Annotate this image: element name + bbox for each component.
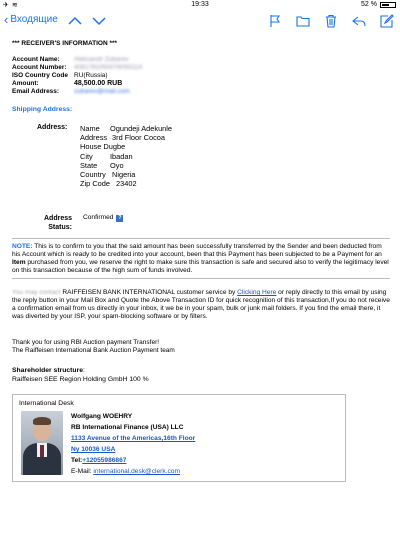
card-title: International Desk <box>19 400 74 407</box>
receiver-header: *** RECEIVER'S INFORMATION *** <box>12 40 118 47</box>
note-text: purchased from you, we reserve the right to make sure this transaction is safe and secured also to verify the legitimacy level on this transaction because of the high sum of funds involved. <box>12 259 389 274</box>
thanks-line: The Raiffeisen International Bank Auction Payment team <box>12 347 175 354</box>
desk-email-link[interactable]: international.desk@clerk.com <box>93 468 180 475</box>
photo-hair <box>33 417 51 425</box>
clicking-here-link[interactable]: Clicking Here <box>237 289 277 296</box>
address-link-2[interactable]: Ny 10036 USA <box>71 446 116 453</box>
address-line <box>80 179 172 188</box>
phone-link[interactable]: +12055986867 <box>82 457 127 464</box>
contact-name: Wolfgang WOEHRY <box>71 413 133 420</box>
account-number-value: 4081781050076050114 <box>74 64 143 71</box>
airplane-mode-icon: ✈ <box>3 2 9 9</box>
status-bar <box>0 0 400 10</box>
message-actions <box>268 14 394 28</box>
shareholder-block <box>12 367 390 384</box>
address-line <box>80 124 172 133</box>
address-lines <box>80 124 172 188</box>
amount-value: 48,500.00 RUB <box>74 80 123 87</box>
address-key: City <box>80 151 93 161</box>
contact-faded-text: You may contact <box>12 289 61 296</box>
account-name-value: Aleksandr Zubarev <box>74 56 129 63</box>
battery-icon <box>380 2 396 8</box>
field-label: Account Number: <box>12 64 67 71</box>
chevron-down-icon <box>92 16 106 26</box>
thanks-line: Thank you for using RBI Auction payment Transfer! <box>12 339 160 346</box>
delete-button[interactable] <box>324 14 338 28</box>
folder-icon <box>296 14 310 28</box>
field-label: Email Address: <box>12 88 60 95</box>
shipping-title: Shipping Address: <box>12 106 73 113</box>
address-key: Name <box>80 124 100 133</box>
flag-icon <box>268 14 282 28</box>
address-value: House Dugbe <box>80 142 126 152</box>
address-line <box>80 161 172 170</box>
address-line <box>80 170 172 179</box>
note-paragraph <box>12 243 390 275</box>
divider <box>12 238 390 239</box>
receiver-info <box>12 56 390 96</box>
address-value: 3rd Floor Cocoa <box>112 133 165 143</box>
address-key: Address <box>80 133 108 143</box>
address-key: Zip Code <box>80 179 110 189</box>
reply-icon <box>352 14 366 28</box>
back-button[interactable] <box>4 11 58 27</box>
field-label: ISO Country Code <box>12 72 68 79</box>
status-time: 19:33 <box>191 1 209 8</box>
note-item: Item <box>12 259 26 266</box>
previous-message-button[interactable] <box>68 13 82 29</box>
chevron-left-icon: ‹ <box>4 11 9 27</box>
address-status-label <box>38 214 72 232</box>
move-to-folder-button[interactable] <box>296 14 310 28</box>
contact-details <box>71 411 195 477</box>
note-keyword: NOTE: <box>12 243 33 250</box>
address-link-1[interactable]: 1133 Avenue of the Americas,16th Floor <box>71 435 196 442</box>
photo-tie <box>40 445 44 457</box>
battery-percent: 52 % <box>361 1 377 8</box>
chevron-up-icon <box>68 16 82 26</box>
address-value: 23402 <box>116 179 137 189</box>
address-line <box>80 133 172 142</box>
address-value: Oyo <box>110 160 124 170</box>
compose-button[interactable] <box>380 14 394 28</box>
address-key: State <box>80 160 98 170</box>
shareholder-line: Raiffeisen SEE Region Holding GmbH 100 % <box>12 375 149 383</box>
contact-text: RAIFFEISEN BANK INTERNATIONAL customer service by <box>60 289 238 296</box>
note-text: This is to confirm to you that the said amount has been successfully transferred by the Sender and been deducted from his Account which is ready to be credited into your account, been that this Payment has been subjected to be a Payment for an <box>12 243 382 258</box>
address-label: Address: <box>37 124 68 131</box>
back-label: Входящие <box>10 14 58 25</box>
address-status-text: Confirmed <box>83 214 114 221</box>
divider <box>12 278 390 279</box>
field-label: Amount: <box>12 80 39 87</box>
address-status-label-line: Status: <box>48 224 72 231</box>
shipping-address <box>12 124 390 194</box>
address-value: Ibadan <box>110 151 133 161</box>
address-status-label-line: Address <box>43 215 72 222</box>
contact-card <box>12 394 346 482</box>
contact-paragraph <box>12 289 390 321</box>
mail-toolbar <box>0 10 400 34</box>
tel-label: Tel: <box>71 457 83 464</box>
address-line <box>80 152 172 161</box>
email-address-link[interactable]: zubarev@mail.com <box>74 88 130 95</box>
reply-button[interactable] <box>352 14 366 28</box>
next-message-button[interactable] <box>92 13 106 29</box>
contact-photo <box>21 411 63 475</box>
flag-button[interactable] <box>268 14 282 28</box>
thanks-block <box>12 339 390 355</box>
address-line <box>80 142 172 151</box>
contact-company: RB International Finance (USA) LLC <box>71 424 184 431</box>
email-label: E-Mail: <box>71 468 94 475</box>
address-status <box>12 214 390 234</box>
wifi-icon: ≋ <box>11 2 18 9</box>
contact-text: or reply directly to this email by using the reply button in your Mail Box and Quote the Above Transaction ID for quick recognition of this transaction,If you do not receive a confirmation email from us directly in your inbox, it we be in your spam, bulk or junk mail folders. If you find the email there, it was diverted by your ISP, your spam-blocking software or by filters. <box>12 289 390 320</box>
help-icon[interactable]: ? <box>118 214 122 221</box>
country-code-value: RU(Russia) <box>74 72 108 79</box>
trash-icon <box>324 14 338 28</box>
address-value: Ogundeji Adekunle <box>110 124 173 133</box>
address-key: Country <box>80 170 106 180</box>
shareholder-title: Shareholder structure <box>12 367 84 374</box>
address-status-value <box>83 214 123 222</box>
status-right <box>361 1 396 8</box>
shareholder-colon: : <box>83 367 85 374</box>
address-value: Nigeria <box>112 170 136 180</box>
field-label: Account Name: <box>12 56 60 63</box>
compose-icon <box>380 14 394 28</box>
message-nav <box>68 13 106 29</box>
email-body <box>12 38 390 482</box>
